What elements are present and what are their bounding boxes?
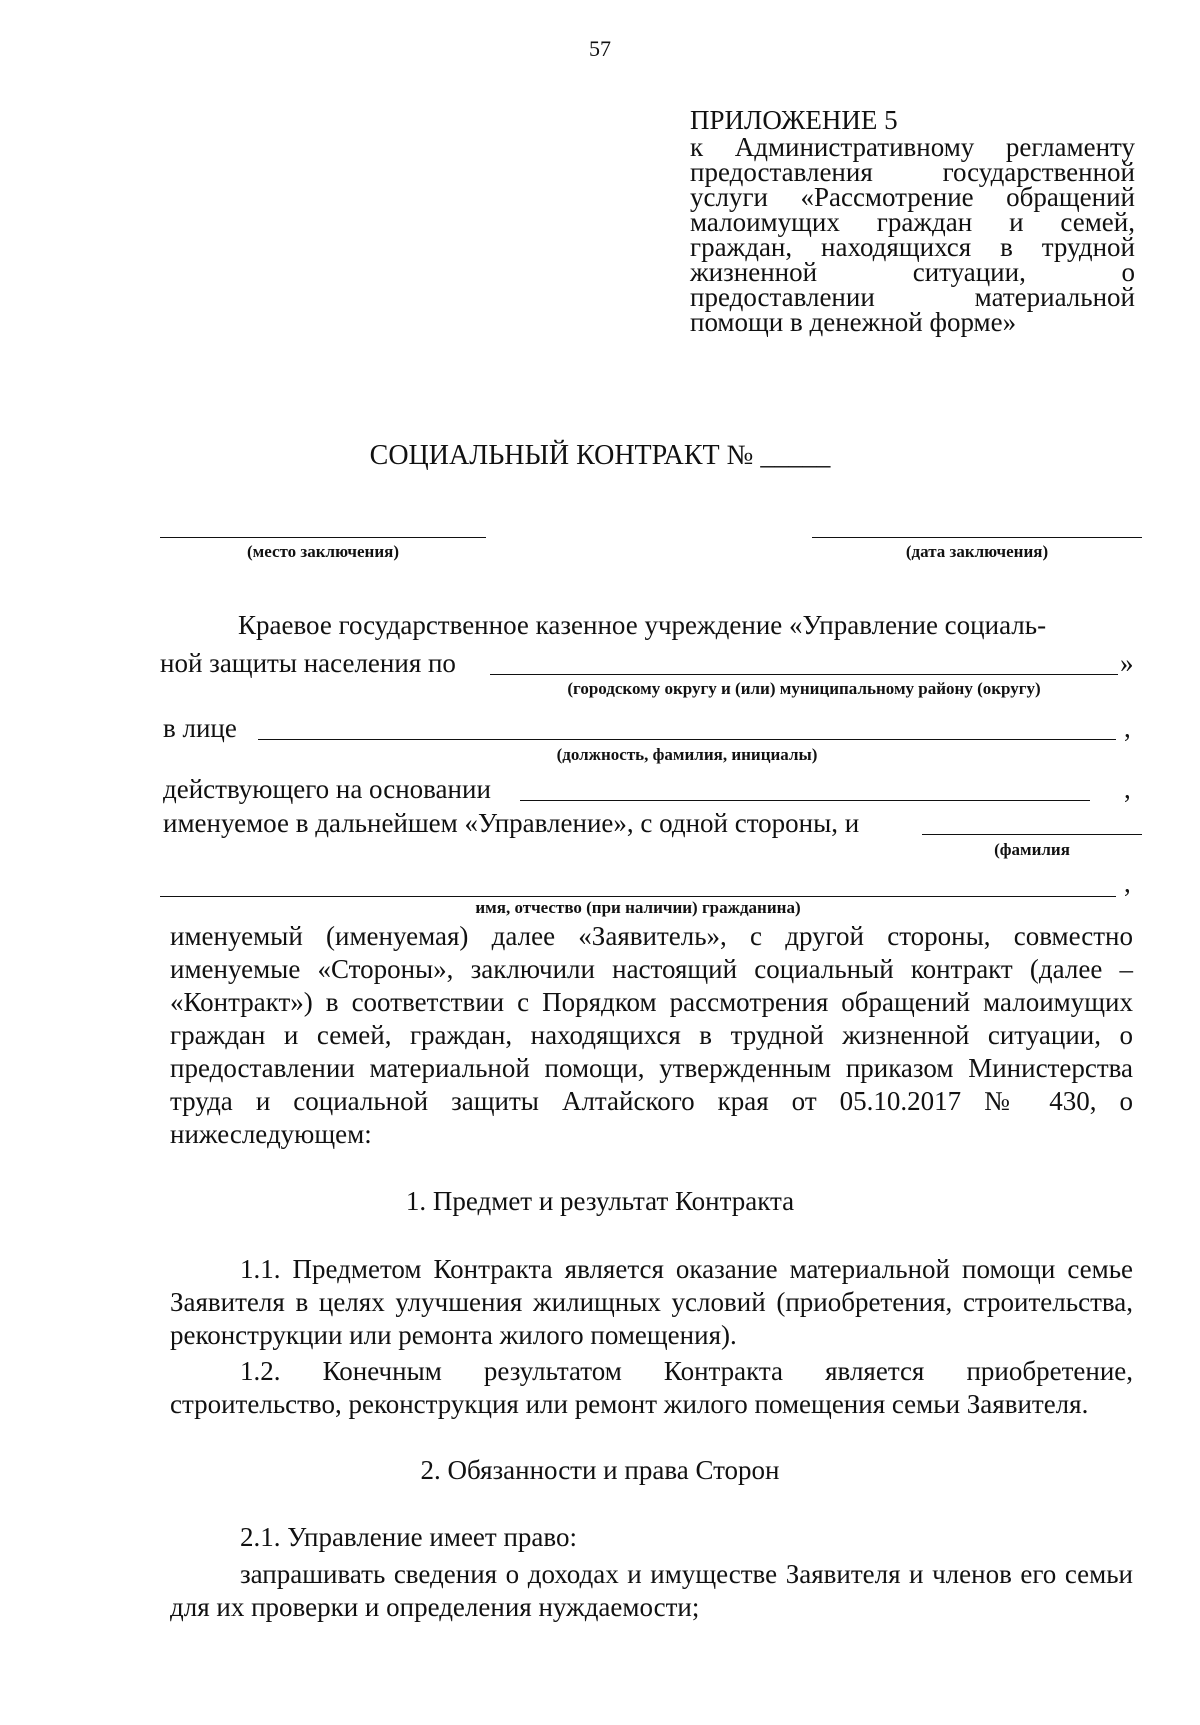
date-caption: (дата заключения) <box>905 542 1049 561</box>
form-line-4-comma: , <box>1124 774 1131 804</box>
contract-title: СОЦИАЛЬНЫЙ КОНТРАКТ № _____ <box>369 440 831 471</box>
place-line <box>160 537 486 538</box>
section-2-p1 <box>170 1521 1133 1554</box>
form-line-2-prefix: ной защиты населения по <box>160 648 456 678</box>
person-line <box>258 739 1116 740</box>
surname-line <box>922 834 1142 835</box>
section-2-p1-text: 2.1. Управление имеет право: <box>240 1522 577 1552</box>
section-2-p2-text: запрашивать сведения о доходах и имуществе Заявителя и членов его семьи для их проверки и определения нуждаемости; <box>170 1559 1133 1622</box>
section-1-title: 1. Предмет и результат Контракта <box>405 1186 795 1216</box>
form-line-1: Краевое государственное казенное учреждение «Управление социаль- <box>238 610 1047 640</box>
person-caption: (должность, фамилия, инициалы) <box>556 745 818 764</box>
appendix-block <box>690 105 1135 337</box>
form-line-3-comma: , <box>1124 713 1131 743</box>
fullname-caption: имя, отчество (при наличии) гражданина) <box>475 898 801 917</box>
section-1-p2 <box>170 1355 1133 1421</box>
page-number: 57 <box>589 36 611 61</box>
section-2-title: 2. Обязанности и права Сторон <box>420 1455 780 1485</box>
district-caption: (городскому округу и (или) муниципальному району (округу) <box>567 679 1041 698</box>
district-line <box>490 674 1118 675</box>
date-line <box>812 537 1142 538</box>
form-line-4-prefix: действующего на основании <box>163 774 491 804</box>
surname-caption: (фамилия <box>994 840 1070 859</box>
section-2-p2 <box>170 1558 1133 1624</box>
section-1-p2-text: 1.2. Конечным результатом Контракта является приобретение, строительство, реконструкция или ремонт жилого помещения семьи Заявителя. <box>170 1356 1133 1419</box>
intro-paragraph: именуемый (именуемая) далее «Заявитель», с другой стороны, совместно именуемые «Стороны», заключили настоящий социальный контракт (далее – «Контракт») в соответствии с Порядком рассмотрения обращений малоимущих граждан и семей, граждан, находящихся в трудной жизненной ситуации, о предоставлении материальной помощи, утвержденным приказом Министерства труда и социальной защиты Алтайского края от 05.10.2017 № 430, о нижеследующем: <box>170 921 1133 1149</box>
form-line-3-prefix: в лице <box>163 713 237 743</box>
form-line-2-suffix: » <box>1120 648 1134 678</box>
basis-line <box>520 800 1090 801</box>
appendix-text: к Административному регламенту предоставления государственной услуги «Рассмотрение обращений малоимущих граждан и семей, граждан, находящихся в трудной жизненной ситуации, о предоставлении материальной помощи в денежной форме» <box>690 132 1135 337</box>
fullname-line <box>160 896 1116 897</box>
section-1-p1-text: 1.1. Предметом Контракта является оказание материальной помощи семье Заявителя в целях улучшения жилищных условий (приобретения, строительства, реконструкции или ремонта жилого помещения). <box>170 1254 1133 1350</box>
appendix-title: ПРИЛОЖЕНИЕ 5 <box>690 105 898 135</box>
form-line-6-comma: , <box>1124 868 1131 898</box>
section-1-p1 <box>170 1253 1133 1352</box>
place-caption: (место заключения) <box>246 542 399 561</box>
form-line-5-prefix: именуемое в дальнейшем «Управление», с одной стороны, и <box>163 808 860 838</box>
